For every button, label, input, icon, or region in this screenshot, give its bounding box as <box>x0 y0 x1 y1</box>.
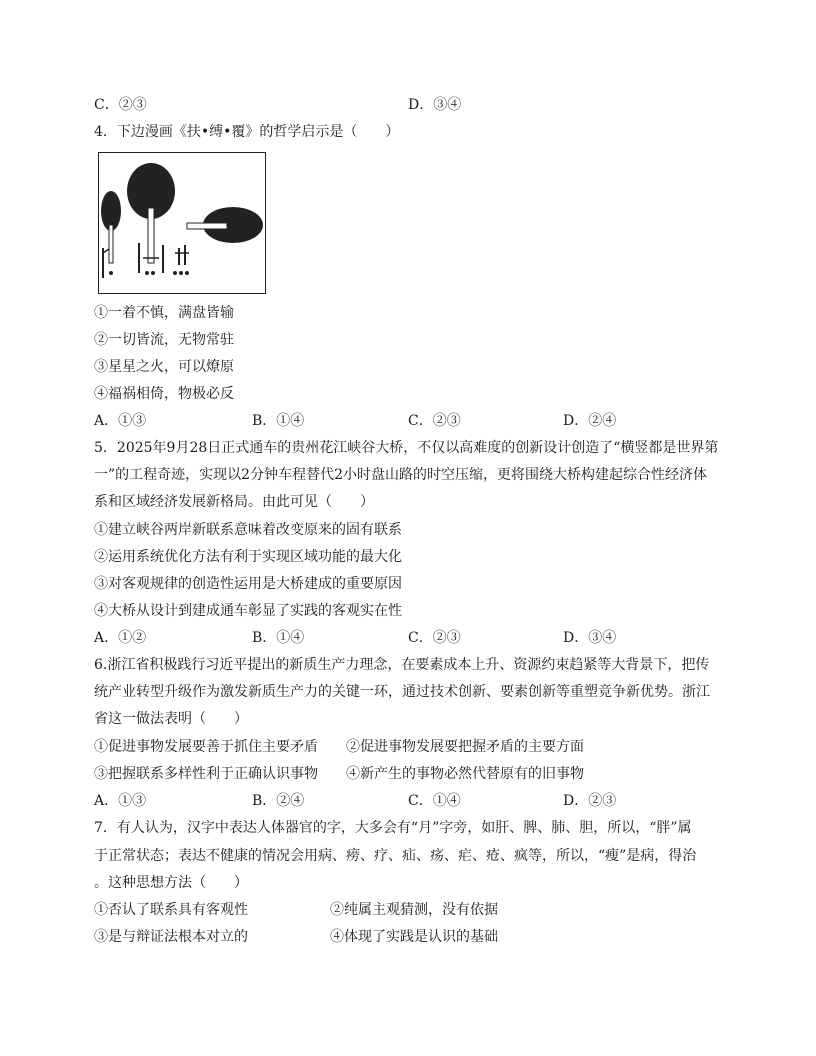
q5-option-c: C．②③ <box>408 630 461 646</box>
q4-option-d: D．②④ <box>563 413 617 429</box>
q3-option-d: D．③④ <box>408 97 462 113</box>
q6-option-a: A．①③ <box>94 793 147 809</box>
q4-stem: 4．下边漫画《扶•缚•覆》的哲学启示是（ ） <box>94 124 400 140</box>
q6-option-d: D．②③ <box>563 793 617 809</box>
q6-item-4: ④新产生的事物必然代替原有的旧事物 <box>346 766 584 782</box>
q4-option-b: B．①④ <box>252 413 305 429</box>
q5-stem-line-1: 5．2025年9月28日正式通车的贵州花江峡谷大桥，不仅以高难度的创新设计创造了“横竖都是世界第 <box>94 440 719 456</box>
q6-option-b: B．②④ <box>252 793 305 809</box>
q4-item-3: ③星星之火，可以燎原 <box>94 359 234 375</box>
q4-option-c: C．②③ <box>408 413 461 429</box>
q6-item-3: ③把握联系多样性利于正确认识事物 <box>94 766 318 782</box>
q7-stem-line-2: 于正常状态；表达不健康的情况会用病、痨、疗、疝、疡、疟、疮、疯等，所以，“瘦”是病，得治 <box>94 848 697 864</box>
q6-item-2: ②促进事物发展要把握矛盾的主要方面 <box>346 739 584 755</box>
q7-stem-line-3: 。这种思想方法（ ） <box>94 875 248 891</box>
q6-stem-line-2: 统产业转型升级作为激发新质生产力的关键一环，通过技术创新、要素创新等重塑竞争新优势。浙江 <box>94 684 710 700</box>
q5-item-3: ③对客观规律的创造性运用是大桥建成的重要原因 <box>94 576 402 592</box>
q6-option-c: C．①④ <box>408 793 461 809</box>
q5-option-a: A．①② <box>94 630 147 646</box>
q5-item-2: ②运用系统优化方法有利于实现区域功能的最大化 <box>94 549 402 565</box>
q5-stem-line-3: 系和区域经济发展新格局。由此可见（ ） <box>94 494 374 510</box>
cartoon-drawing <box>99 153 265 293</box>
q5-option-b: B．①④ <box>252 630 305 646</box>
q7-item-1: ①否认了联系具有客观性 <box>94 902 248 918</box>
q6-item-1: ①促进事物发展要善于抓住主要矛盾 <box>94 739 318 755</box>
q7-stem-line-1: 7．有人认为，汉字中表达人体器官的字，大多会有“月”字旁，如肝、脾、肺、胆，所以，“胖”属 <box>94 820 692 836</box>
q7-item-2: ②纯属主观猜测，没有依据 <box>330 902 498 918</box>
cartoon-image <box>98 152 266 294</box>
q4-item-1: ①一着不慎，满盘皆输 <box>94 305 234 321</box>
q3-option-c: C．②③ <box>94 97 147 113</box>
q7-item-4: ④体现了实践是认识的基础 <box>330 929 498 945</box>
q4-item-4: ④福祸相倚，物极必反 <box>94 386 234 402</box>
q6-stem-line-1: 6.浙江省积极践行习近平提出的新质生产力理念，在要素成本上升、资源约束趋紧等大背景下，把传 <box>94 657 710 673</box>
q5-item-1: ①建立峡谷两岸新联系意味着改变原来的固有联系 <box>94 522 402 538</box>
q4-option-a: A．①③ <box>94 413 147 429</box>
q7-item-3: ③是与辩证法根本对立的 <box>94 929 248 945</box>
q4-item-2: ②一切皆流，无物常驻 <box>94 332 234 348</box>
q5-stem-line-2: 一”的工程奇迹，实现以2分钟车程替代2小时盘山路的时空压缩，更将围绕大桥构建起综合性经济体 <box>94 467 707 483</box>
q5-option-d: D．③④ <box>563 630 617 646</box>
q6-stem-line-3: 省这一做法表明（ ） <box>94 711 248 727</box>
q5-item-4: ④大桥从设计到建成通车彰显了实践的客观实在性 <box>94 603 402 619</box>
